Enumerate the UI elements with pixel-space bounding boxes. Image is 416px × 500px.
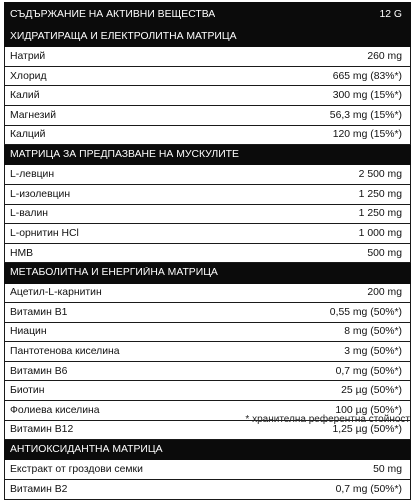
- ingredient-amount: 0,55 mg (50%*): [329, 306, 402, 318]
- table-sections: [4, 27, 411, 500]
- ingredient-amount: 1,25 µg (50%*): [332, 424, 402, 436]
- table-row: [4, 480, 411, 500]
- ingredient-name: Натрий: [10, 50, 46, 62]
- section-title: МАТРИЦА ЗА ПРЕДПАЗВАНЕ НА МУСКУЛИТЕ: [10, 149, 239, 161]
- ingredient-amount: 1 250 mg: [358, 208, 402, 220]
- ingredient-name: Витамин B6: [10, 365, 68, 377]
- table-row: [4, 381, 411, 401]
- table-row: [4, 205, 411, 225]
- table-row: [4, 106, 411, 126]
- ingredient-name: Хлорид: [10, 70, 47, 82]
- ingredient-amount: 0,7 mg (50%*): [335, 365, 402, 377]
- ingredient-name: Фолиева киселина: [10, 404, 100, 416]
- serving-size: 12 G: [379, 8, 402, 20]
- ingredient-name: Екстракт от гроздови семки: [10, 464, 143, 476]
- ingredient-amount: 2 500 mg: [358, 169, 402, 181]
- section-header: [4, 145, 411, 165]
- table-row: [4, 244, 411, 264]
- ingredient-amount: 0,7 mg (50%*): [335, 483, 402, 495]
- ingredient-amount: 25 µg (50%*): [341, 385, 402, 397]
- table-row: [4, 165, 411, 185]
- table-row: [4, 185, 411, 205]
- table-row: [4, 47, 411, 67]
- ingredient-amount: 1 250 mg: [358, 188, 402, 200]
- table-row: [4, 224, 411, 244]
- ingredient-name: Магнезий: [10, 109, 57, 121]
- ingredient-name: L-орнитин HCl: [10, 227, 79, 239]
- table-row: [4, 126, 411, 146]
- table-row: [4, 460, 411, 480]
- ingredient-name: L-левцин: [10, 169, 55, 181]
- ingredient-amount: 3 mg (50%*): [344, 346, 402, 358]
- ingredient-amount: 665 mg (83%*): [332, 70, 402, 82]
- ingredient-amount: 50 mg: [373, 464, 402, 476]
- table-row: [4, 284, 411, 304]
- table-title: СЪДЪРЖАНИЕ НА АКТИВНИ ВЕЩЕСТВА: [10, 8, 216, 20]
- section-title: ХИДРАТИРАЩА И ЕЛЕКТРОЛИТНА МАТРИЦА: [10, 31, 237, 43]
- ingredient-name: L-валин: [10, 208, 49, 220]
- ingredient-name: HMB: [10, 247, 34, 259]
- table-row: [4, 67, 411, 87]
- ingredient-name: Калций: [10, 129, 46, 141]
- ingredient-name: Ацетил-L-карнитин: [10, 287, 102, 299]
- ingredient-amount: 100 µg (50%*): [335, 404, 402, 416]
- ingredient-name: Пантотенова киселина: [10, 346, 120, 358]
- footnote: * хранителна референтна стойност: [245, 414, 410, 425]
- ingredient-amount: 300 mg (15%*): [332, 90, 402, 102]
- section-header: [4, 263, 411, 283]
- ingredient-amount: 120 mg (15%*): [332, 129, 402, 141]
- ingredient-amount: 500 mg: [367, 247, 402, 259]
- table-header-row: [4, 2, 411, 27]
- table-row: [4, 303, 411, 323]
- table-row: [4, 342, 411, 362]
- ingredient-amount: 200 mg: [367, 287, 402, 299]
- ingredient-name: Ниацин: [10, 326, 47, 338]
- ingredient-name: Биотин: [10, 385, 45, 397]
- ingredient-amount: 260 mg: [367, 50, 402, 62]
- section-title: АНТИОКСИДАНТНА МАТРИЦА: [10, 444, 163, 456]
- section-title: МЕТАБОЛИТНА И ЕНЕРГИЙНА МАТРИЦА: [10, 267, 218, 279]
- ingredient-name: L-изолевцин: [10, 188, 71, 200]
- ingredient-name: Калий: [10, 90, 40, 102]
- table-row: [4, 362, 411, 382]
- ingredient-name: Витамин B12: [10, 424, 74, 436]
- section-header: [4, 440, 411, 460]
- table-row: [4, 323, 411, 343]
- ingredient-amount: 56,3 mg (15%*): [329, 109, 402, 121]
- table-row: [4, 86, 411, 106]
- ingredient-name: Витамин B2: [10, 483, 68, 495]
- ingredient-amount: 8 mg (50%*): [344, 326, 402, 338]
- ingredient-name: Витамин B1: [10, 306, 68, 318]
- ingredient-amount: 1 000 mg: [358, 227, 402, 239]
- section-header: [4, 27, 411, 47]
